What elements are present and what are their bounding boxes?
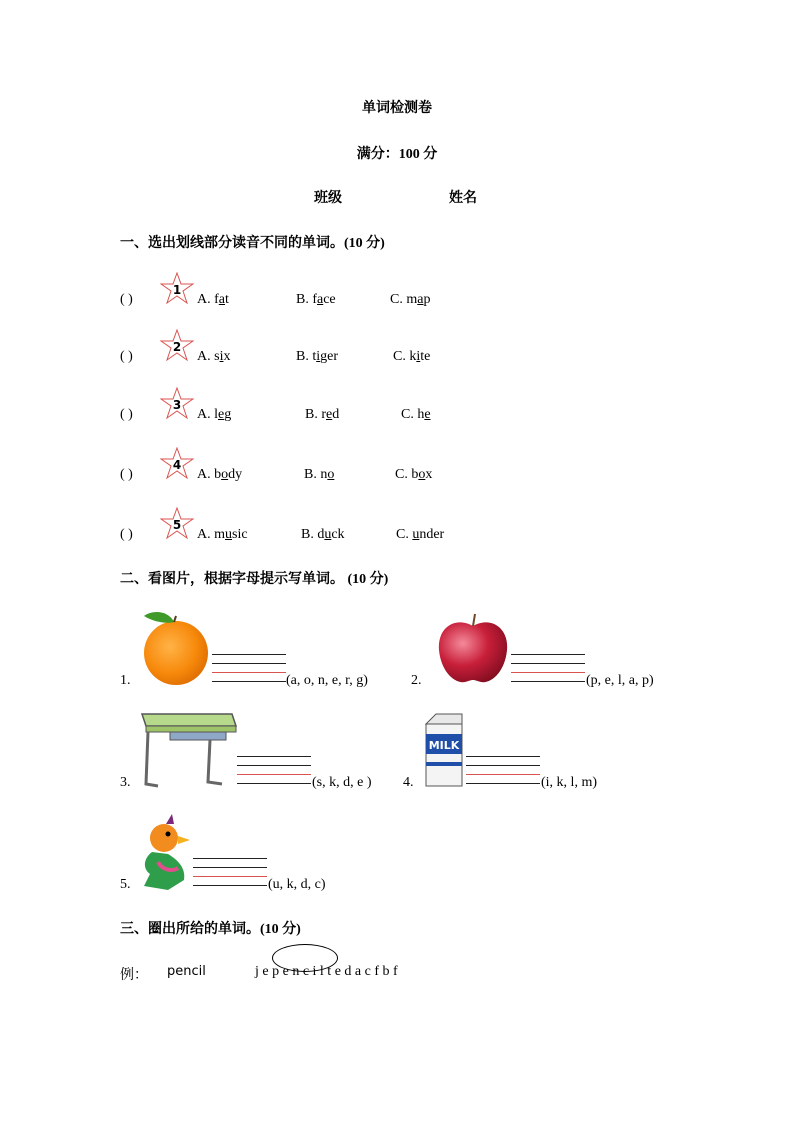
example-word: pencil xyxy=(167,964,206,979)
option-c: C. he xyxy=(401,407,431,422)
option-c: C. under xyxy=(396,527,445,542)
answer-lines[interactable] xyxy=(193,858,267,886)
answer-paren[interactable]: ( ) xyxy=(120,292,133,307)
letter-hint: (p, e, l, a, p) xyxy=(586,673,654,688)
option-c: C. map xyxy=(390,292,431,307)
class-label: 班级 xyxy=(314,191,342,206)
option-c: C. kite xyxy=(393,349,431,364)
option-b: B. face xyxy=(296,292,336,307)
milk-image xyxy=(420,712,466,788)
apple-image xyxy=(435,612,511,686)
answer-lines[interactable] xyxy=(212,654,286,682)
answer-lines[interactable] xyxy=(237,756,311,784)
answer-paren[interactable]: ( ) xyxy=(120,407,133,422)
star-number: 1 xyxy=(172,283,182,297)
star-number-icon xyxy=(160,387,194,421)
option-a: A. fat xyxy=(197,292,229,307)
star-number-icon xyxy=(160,329,194,363)
example-label: 例： xyxy=(120,968,148,983)
letter-hint: (s, k, d, e ) xyxy=(312,775,372,790)
section1-heading: 一、选出划线部分读音不同的单词。(10 分) xyxy=(120,236,385,251)
option-b: B. no xyxy=(304,467,335,482)
duck-image xyxy=(138,814,194,892)
option-a: A. leg xyxy=(197,407,232,422)
star-number: 3 xyxy=(172,398,182,412)
star-number: 4 xyxy=(172,458,182,472)
desk-image xyxy=(138,710,238,790)
star-number-icon xyxy=(160,507,194,541)
letter-string: j e p e n c i l t e d a c f b f xyxy=(255,964,398,979)
item-number: 4. xyxy=(403,775,414,790)
section2-heading: 二、看图片，根据字母提示写单词。 (10 分) xyxy=(120,572,389,587)
section3-heading: 三、圈出所给的单词。(10 分) xyxy=(120,922,301,937)
option-a: A. music xyxy=(197,527,248,542)
letter-hint: (a, o, n, e, r, g) xyxy=(286,673,368,688)
option-a: A. six xyxy=(197,349,231,364)
answer-paren[interactable]: ( ) xyxy=(120,467,133,482)
score-line: 满分：100 分 xyxy=(356,147,438,162)
option-a: A. body xyxy=(197,467,243,482)
orange-image xyxy=(138,608,212,686)
star-number: 2 xyxy=(172,340,182,354)
answer-lines[interactable] xyxy=(511,654,585,682)
option-b: B. tiger xyxy=(296,349,339,364)
milk-carton-label: MILK xyxy=(428,739,460,752)
answer-paren[interactable]: ( ) xyxy=(120,527,133,542)
option-b: B. red xyxy=(305,407,340,422)
item-number: 3. xyxy=(120,775,131,790)
page-title: 单词检测卷 xyxy=(362,101,432,116)
answer-paren[interactable]: ( ) xyxy=(120,349,133,364)
answer-lines[interactable] xyxy=(466,756,540,784)
star-number-icon xyxy=(160,447,194,481)
name-label: 姓名 xyxy=(449,191,477,206)
letter-hint: (u, k, d, c) xyxy=(268,877,326,892)
letter-hint: (i, k, l, m) xyxy=(541,775,597,790)
star-number-icon xyxy=(160,272,194,306)
option-b: B. duck xyxy=(301,527,345,542)
item-number: 5. xyxy=(120,877,131,892)
item-number: 1. xyxy=(120,673,131,688)
star-number: 5 xyxy=(172,518,182,532)
option-c: C. box xyxy=(395,467,433,482)
item-number: 2. xyxy=(411,673,422,688)
